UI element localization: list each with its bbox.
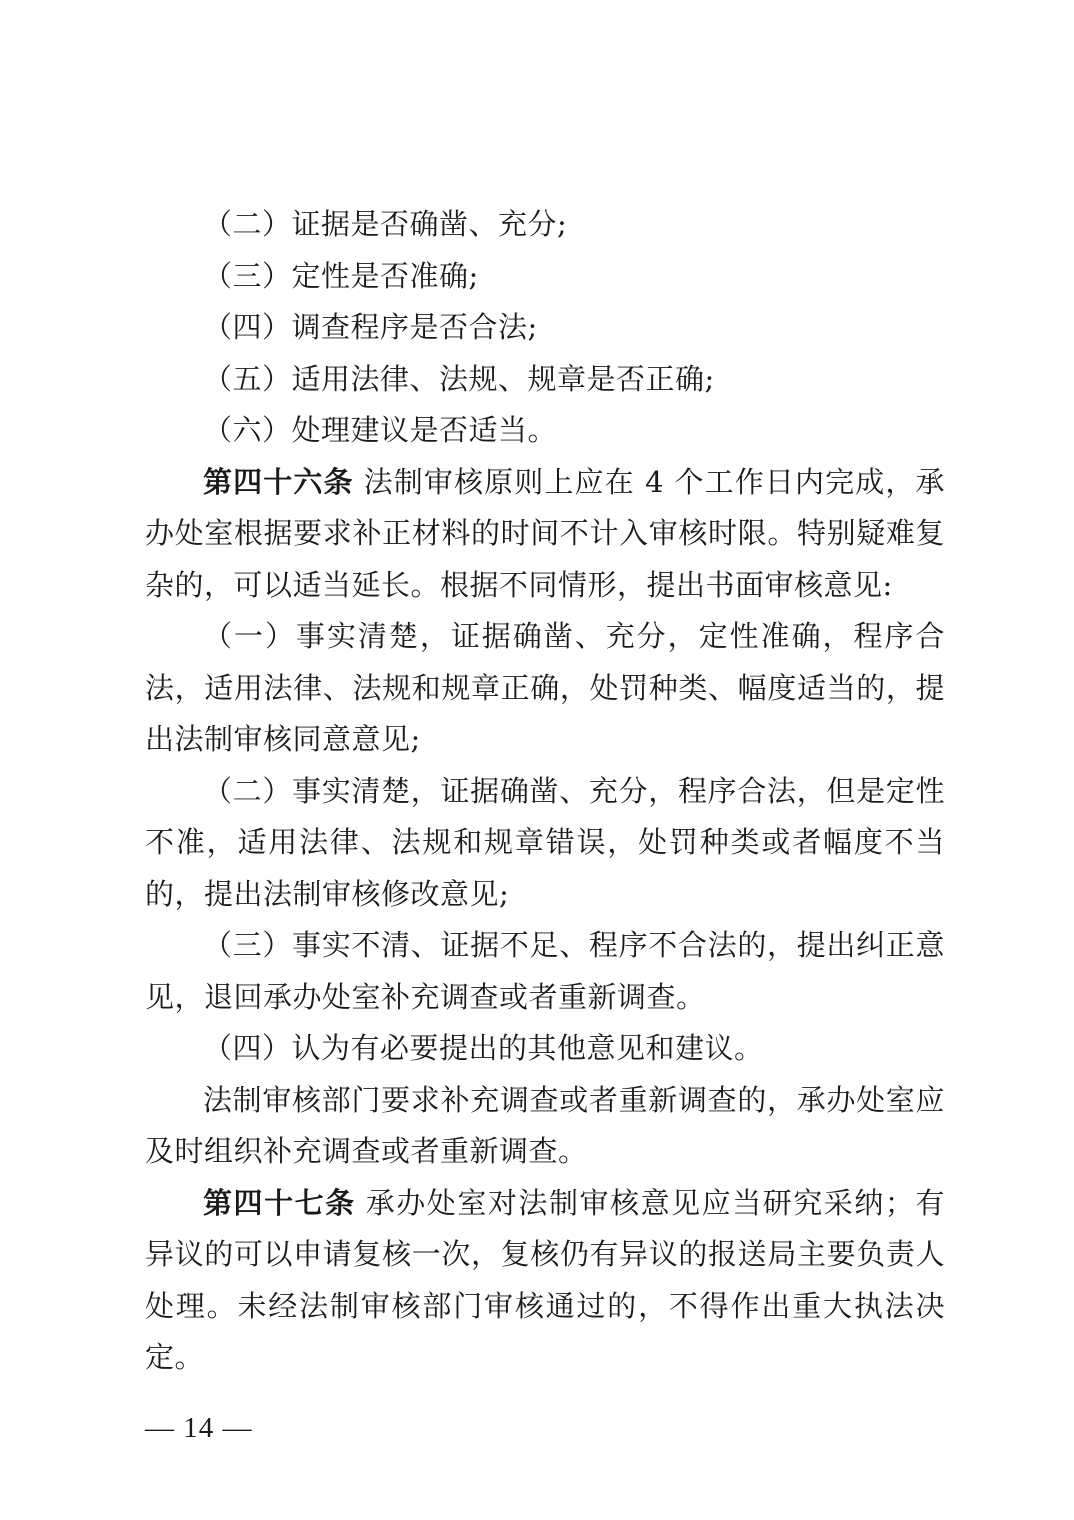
paragraph-text: （五）适用法律、法规、规章是否正确; — [203, 361, 715, 396]
document-body — [145, 199, 945, 1384]
supplementary-paragraph — [145, 1075, 945, 1178]
paragraph-item-2 — [145, 199, 945, 251]
page-number: — 14 — — [145, 1412, 253, 1444]
paragraph-item-6 — [145, 405, 945, 457]
article-heading: 第四十六条 — [203, 464, 354, 499]
opinion-item-3 — [145, 920, 945, 1023]
article-47 — [145, 1178, 945, 1384]
opinion-item-2 — [145, 766, 945, 921]
paragraph-item-3 — [145, 251, 945, 303]
article-text: 承办处室对法制审核意见应当研究采纳；有异议的可以申请复核一次，复核仍有异议的报送局主要负责人处理。未经法制审核部门审核通过的，不得作出重大执法决定。 — [145, 1185, 945, 1374]
paragraph-item-5 — [145, 354, 945, 406]
paragraph-item-4 — [145, 302, 945, 354]
paragraph-text: （二）事实清楚，证据确凿、充分，程序合法，但是定性不准，适用法律、法规和规章错误，处罚种类或者幅度不当的，提出法制审核修改意见; — [145, 773, 945, 911]
opinion-item-1 — [145, 611, 945, 766]
article-46 — [145, 457, 945, 612]
paragraph-text: （六）处理建议是否适当。 — [203, 413, 558, 447]
paragraph-text: （四）认为有必要提出的其他意见和建议。 — [203, 1031, 764, 1065]
paragraph-text: （四）调查程序是否合法; — [203, 310, 538, 344]
paragraph-text: （三）事实不清、证据不足、程序不合法的，提出纠正意见，退回承办处室补充调查或者重新调查。 — [145, 928, 945, 1014]
paragraph-text: （二）证据是否确凿、充分; — [203, 207, 568, 241]
opinion-item-4 — [145, 1023, 945, 1075]
article-heading: 第四十七条 — [203, 1185, 356, 1220]
paragraph-text: （三）定性是否准确; — [203, 258, 479, 293]
article-text: 法制审核原则上应在 4 个工作日内完成，承办处室根据要求补正材料的时间不计入审核时限。特别疑难复杂的，可以适当延长。根据不同情形，提出书面审核意见: — [145, 464, 945, 602]
paragraph-text: （一）事实清楚，证据确凿、充分，定性准确，程序合法，适用法律、法规和规章正确，处罚种类、幅度适当的，提出法制审核同意意见; — [145, 619, 945, 756]
paragraph-text: 法制审核部门要求补充调查或者重新调查的，承办处室应及时组织补充调查或者重新调查。 — [145, 1082, 945, 1168]
